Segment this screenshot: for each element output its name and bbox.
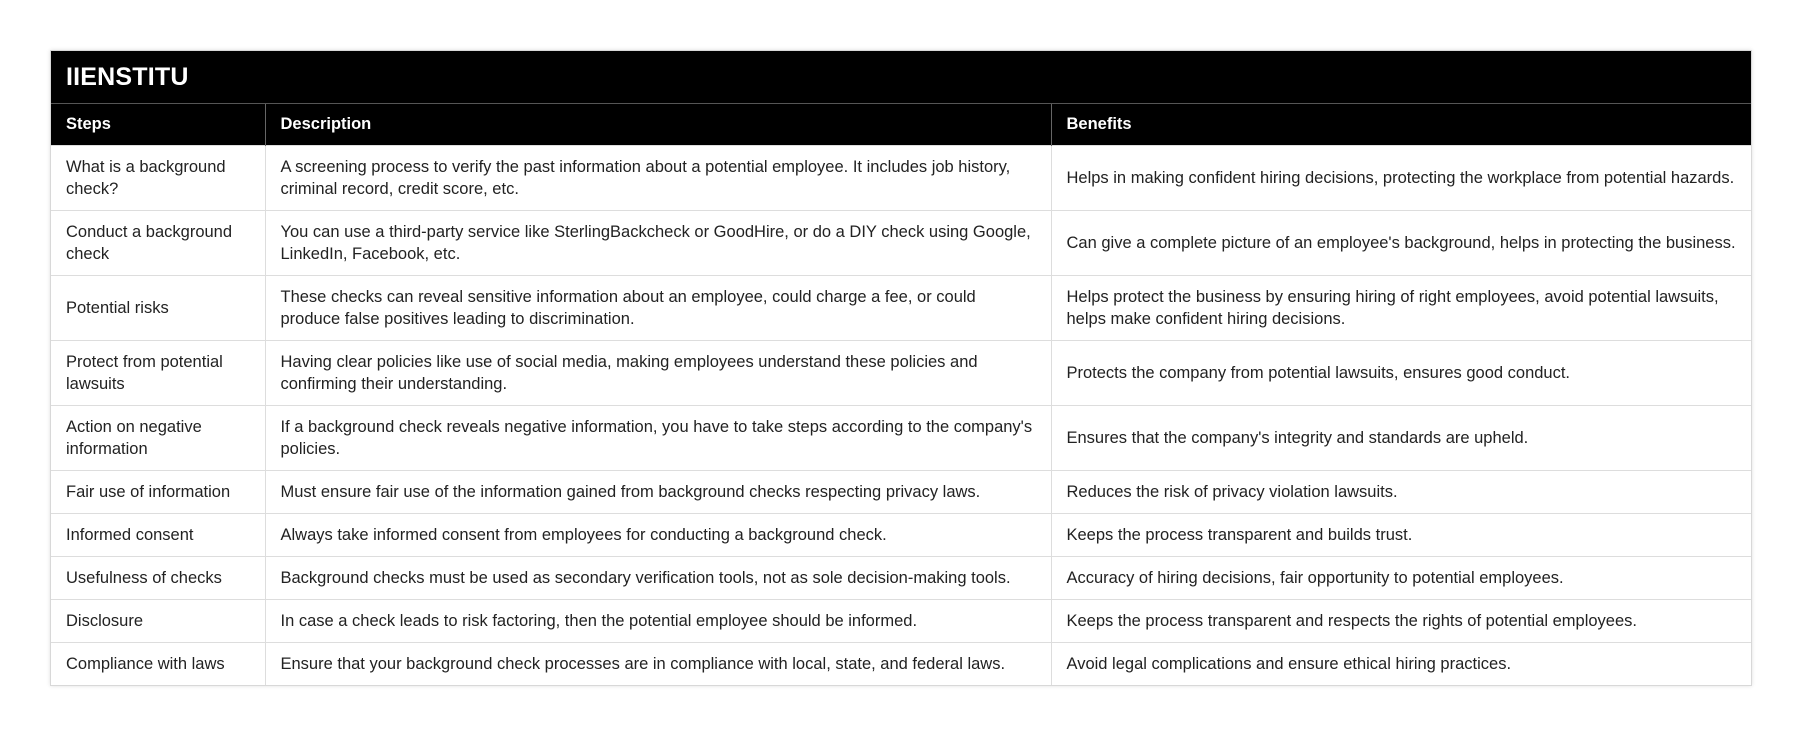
cell-benefit: Avoid legal complications and ensure ethical hiring practices. bbox=[1051, 643, 1751, 686]
cell-description: Background checks must be used as secondary verification tools, not as sole decision-making tools. bbox=[265, 557, 1051, 600]
cell-benefit: Can give a complete picture of an employee's background, helps in protecting the business. bbox=[1051, 211, 1751, 276]
table-row bbox=[51, 471, 1751, 514]
cell-benefit: Ensures that the company's integrity and standards are upheld. bbox=[1051, 406, 1751, 471]
data-table-card bbox=[50, 50, 1752, 686]
table-row bbox=[51, 341, 1751, 406]
table-row bbox=[51, 146, 1751, 211]
cell-benefit: Helps in making confident hiring decisions, protecting the workplace from potential hazards. bbox=[1051, 146, 1751, 211]
table-row bbox=[51, 211, 1751, 276]
cell-step: Disclosure bbox=[51, 600, 265, 643]
cell-description: These checks can reveal sensitive information about an employee, could charge a fee, or could produce false positives leading to discrimination. bbox=[265, 276, 1051, 341]
cell-description: You can use a third-party service like SterlingBackcheck or GoodHire, or do a DIY check using Google, LinkedIn, Facebook, etc. bbox=[265, 211, 1051, 276]
cell-benefit: Helps protect the business by ensuring hiring of right employees, avoid potential lawsuits, helps make confident hiring decisions. bbox=[1051, 276, 1751, 341]
table-row bbox=[51, 514, 1751, 557]
cell-step: What is a background check? bbox=[51, 146, 265, 211]
cell-description: If a background check reveals negative information, you have to take steps according to the company's policies. bbox=[265, 406, 1051, 471]
cell-step: Protect from potential lawsuits bbox=[51, 341, 265, 406]
cell-benefit: Reduces the risk of privacy violation lawsuits. bbox=[1051, 471, 1751, 514]
column-header-steps: Steps bbox=[51, 104, 265, 146]
table-row bbox=[51, 406, 1751, 471]
cell-description: Having clear policies like use of social media, making employees understand these policies and confirming their understanding. bbox=[265, 341, 1051, 406]
table-header-row bbox=[51, 104, 1751, 146]
cell-description: Ensure that your background check processes are in compliance with local, state, and federal laws. bbox=[265, 643, 1051, 686]
cell-step: Potential risks bbox=[51, 276, 265, 341]
cell-step: Compliance with laws bbox=[51, 643, 265, 686]
cell-benefit: Keeps the process transparent and builds trust. bbox=[1051, 514, 1751, 557]
table-row bbox=[51, 557, 1751, 600]
cell-step: Conduct a background check bbox=[51, 211, 265, 276]
cell-step: Action on negative information bbox=[51, 406, 265, 471]
table-row bbox=[51, 276, 1751, 341]
cell-description: A screening process to verify the past information about a potential employee. It includes job history, criminal record, credit score, etc. bbox=[265, 146, 1051, 211]
cell-benefit: Accuracy of hiring decisions, fair opportunity to potential employees. bbox=[1051, 557, 1751, 600]
cell-step: Usefulness of checks bbox=[51, 557, 265, 600]
steps-table bbox=[51, 104, 1751, 685]
cell-description: In case a check leads to risk factoring, then the potential employee should be informed. bbox=[265, 600, 1051, 643]
cell-step: Informed consent bbox=[51, 514, 265, 557]
brand-title: IIENSTITU bbox=[51, 51, 1751, 104]
column-header-description: Description bbox=[265, 104, 1051, 146]
cell-benefit: Protects the company from potential lawsuits, ensures good conduct. bbox=[1051, 341, 1751, 406]
cell-description: Always take informed consent from employees for conducting a background check. bbox=[265, 514, 1051, 557]
table-row bbox=[51, 643, 1751, 686]
column-header-benefits: Benefits bbox=[1051, 104, 1751, 146]
cell-step: Fair use of information bbox=[51, 471, 265, 514]
cell-benefit: Keeps the process transparent and respects the rights of potential employees. bbox=[1051, 600, 1751, 643]
table-row bbox=[51, 600, 1751, 643]
cell-description: Must ensure fair use of the information gained from background checks respecting privacy laws. bbox=[265, 471, 1051, 514]
